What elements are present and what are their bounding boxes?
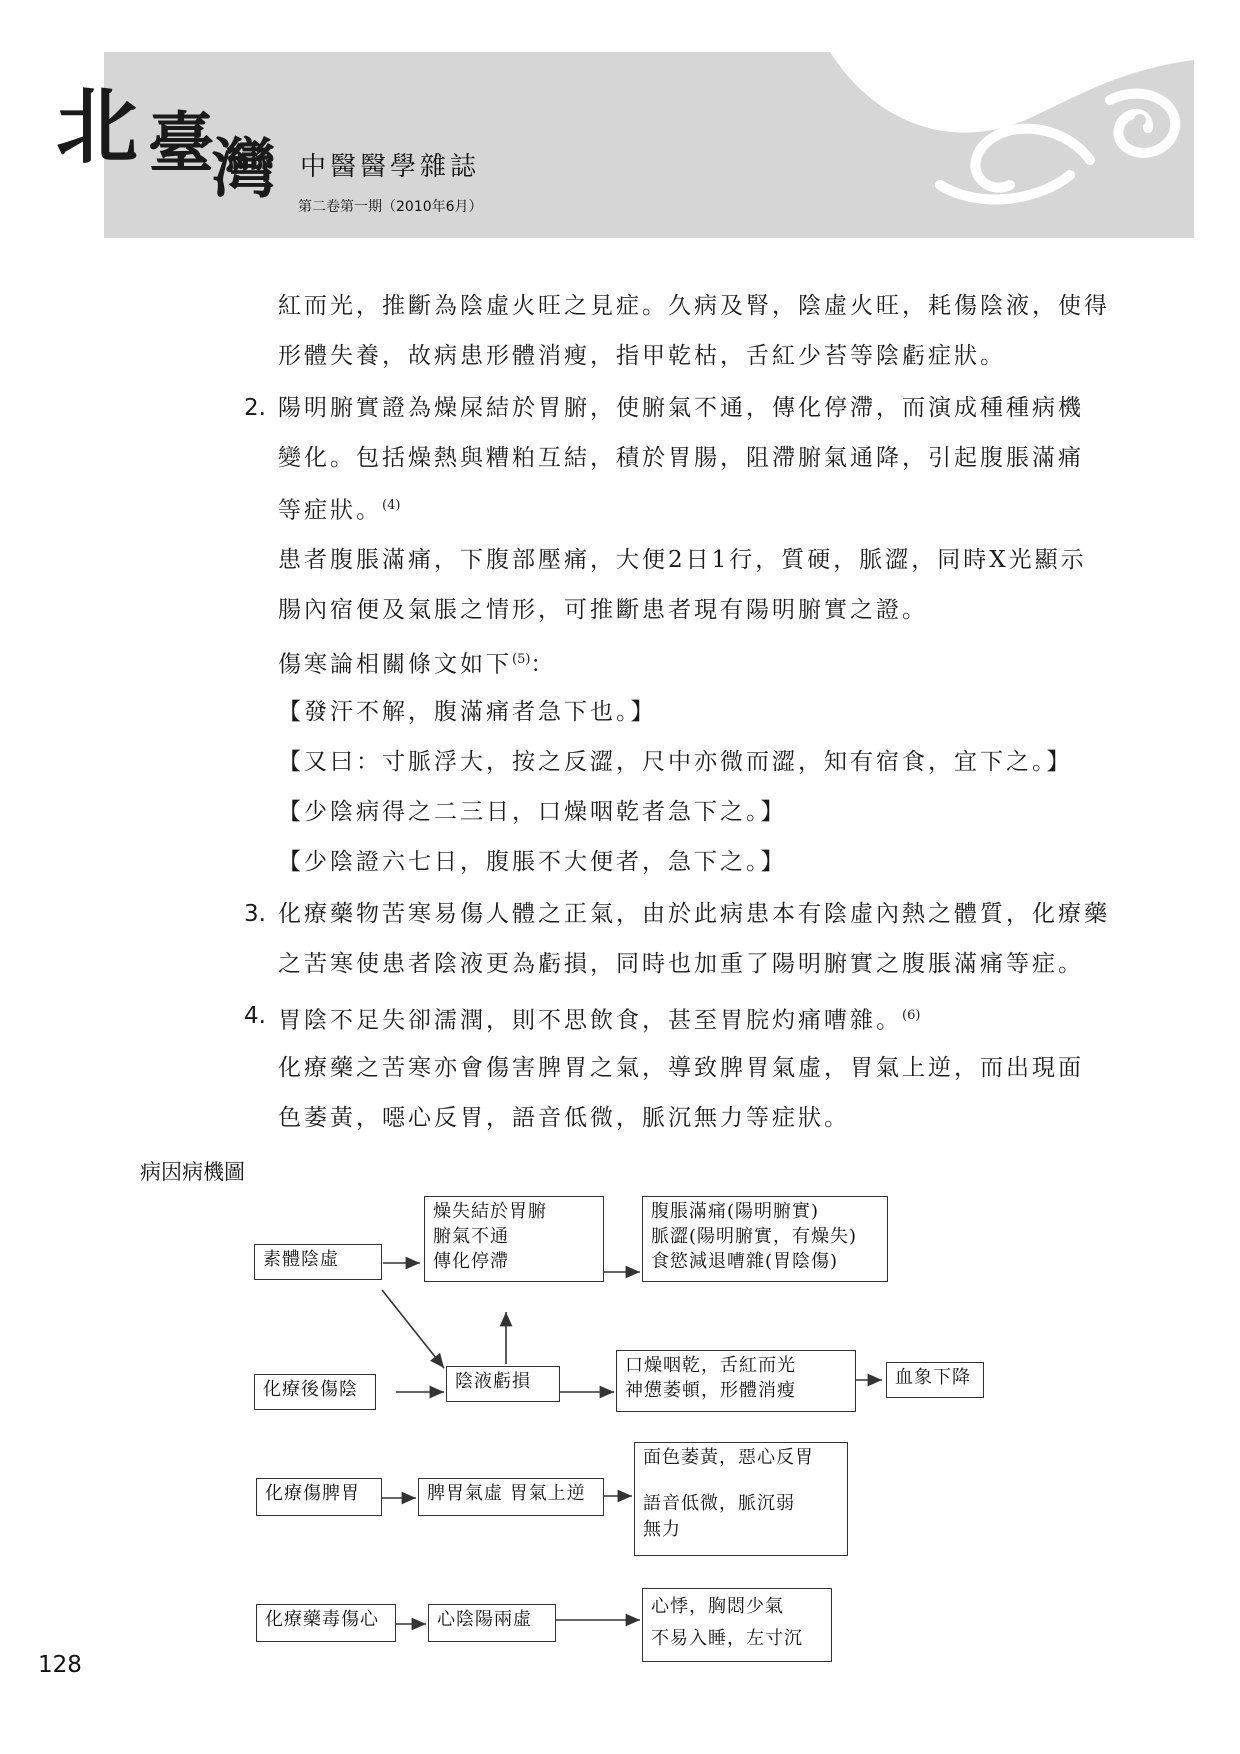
box-kou-zao-yan-gan: 口燥咽乾，舌紅而光 神憊萎頓，形體消瘦 — [616, 1350, 856, 1412]
ref-4: (4) — [382, 498, 401, 513]
item2-line1: 陽明腑實證為燥屎結於胃腑，使腑氣不通，傳化停滯，而演成種種病機 — [278, 395, 1084, 421]
item3-line1: 化療藥物苦寒易傷人體之正氣，由於此病患本有陰虛內熱之體質，化療藥 — [278, 901, 1110, 927]
item2-number: 2. — [244, 395, 266, 421]
box-fu-zhang-man-tong: 腹脹滿痛(陽明腑實) 脈澀(陽明腑實，有燥失) 食慾減退嘈雜(胃陰傷) — [642, 1196, 888, 1282]
quote-4: 【少陰證六七日，腹脹不大便者，急下之。】 — [278, 849, 787, 875]
item3-number: 3. — [244, 901, 266, 927]
p4-line: 傷寒論相關條文如下$^{(5)}$： — [278, 651, 557, 678]
quote-3: 【少陰病得之二三日，口燥咽乾者急下之。】 — [278, 799, 787, 825]
box-xue-xiang-xia-jiang: 血象下降 — [886, 1362, 984, 1398]
box-pi-wei-qi-xu: 脾胃氣虛 胃氣上逆 — [418, 1478, 604, 1516]
item4-number: 4. — [244, 1003, 266, 1029]
box-mian-se-wei-huang: 面色萎黃，惡心反胃 語音低微，脈沉弱 無力 — [634, 1442, 848, 1556]
p6-line1: 化療藥之苦寒亦會傷害脾胃之氣，導致脾胃氣虛，胃氣上逆，而出現面 — [278, 1055, 1084, 1081]
logo-char-wan: 灣 — [212, 132, 276, 207]
box-xin-yin-yang-liang-xu: 心陰陽兩虛 — [428, 1604, 556, 1642]
quote-1: 【發汗不解，腹滿痛者急下也。】 — [278, 699, 657, 725]
box-hua-liao-hou-shang-yin: 化療後傷陰 — [254, 1374, 376, 1410]
item3-line2: 之苦寒使患者陰液更為虧損，同時也加重了陽明腑實之腹脹滿痛等症。 — [278, 951, 1084, 977]
ref-6: (6) — [902, 1008, 921, 1023]
logo-char-bei: 北 — [56, 79, 139, 175]
diagram-title: 病因病機圖 — [140, 1160, 245, 1184]
ref-5: (5) — [512, 652, 531, 667]
item2-line2: 變化。包括燥熱與糟粕互結，積於胃腸，阻滯腑氣通降，引起腹脹滿痛 — [278, 445, 1084, 471]
p6-line2: 色萎黃，噁心反胃，語音低微，脈沉無力等症狀。 — [278, 1105, 850, 1131]
box-hua-liao-yao-du-shang-xin: 化療藥毒傷心 — [256, 1604, 396, 1642]
journal-name: 中醫醫學雜誌 — [300, 152, 481, 182]
box-hua-liao-shang-pi-wei: 化療傷脾胃 — [256, 1478, 382, 1516]
box-su-ti-yin-xu: 素體陰虛 — [254, 1244, 382, 1280]
page-number: 128 — [38, 1652, 82, 1678]
p1-line2: 形體失養，故病患形體消瘦，指甲乾枯，舌紅少苔等陰虧症狀。 — [278, 343, 1006, 369]
box-zao-shi-jie: 燥失結於胃腑 腑氣不通 傳化停滯 — [424, 1196, 604, 1282]
p3-line1: 患者腹脹滿痛，下腹部壓痛，大便2日1行，質硬，脈澀，同時X光顯示 — [278, 547, 1087, 573]
box-yin-ye-kui-sun: 陰液虧損 — [446, 1366, 560, 1402]
p1-line1: 紅而光，推斷為陰虛火旺之見症。久病及腎，陰虛火旺，耗傷陰液，使得 — [278, 293, 1110, 319]
item2-line3: 等症狀。$^{(4)}$ — [278, 497, 401, 524]
logo-char-tai: 臺 — [148, 104, 214, 182]
box-xin-ji: 心悸，胸悶少氣 不易入睡，左寸沉 — [642, 1588, 832, 1662]
item4-line1: 胃陰不足失卻濡潤，則不思飲食，甚至胃脘灼痛嘈雜。$^{(6)}$ — [278, 1007, 921, 1034]
issue-info: 第二卷第一期（2010年6月） — [298, 199, 483, 215]
p3-line2: 腸內宿便及氣脹之情形，可推斷患者現有陽明腑實之證。 — [278, 597, 928, 623]
quote-2: 【又曰：寸脈浮大，按之反澀，尺中亦微而澀，知有宿食，宜下之。】 — [278, 749, 1073, 775]
